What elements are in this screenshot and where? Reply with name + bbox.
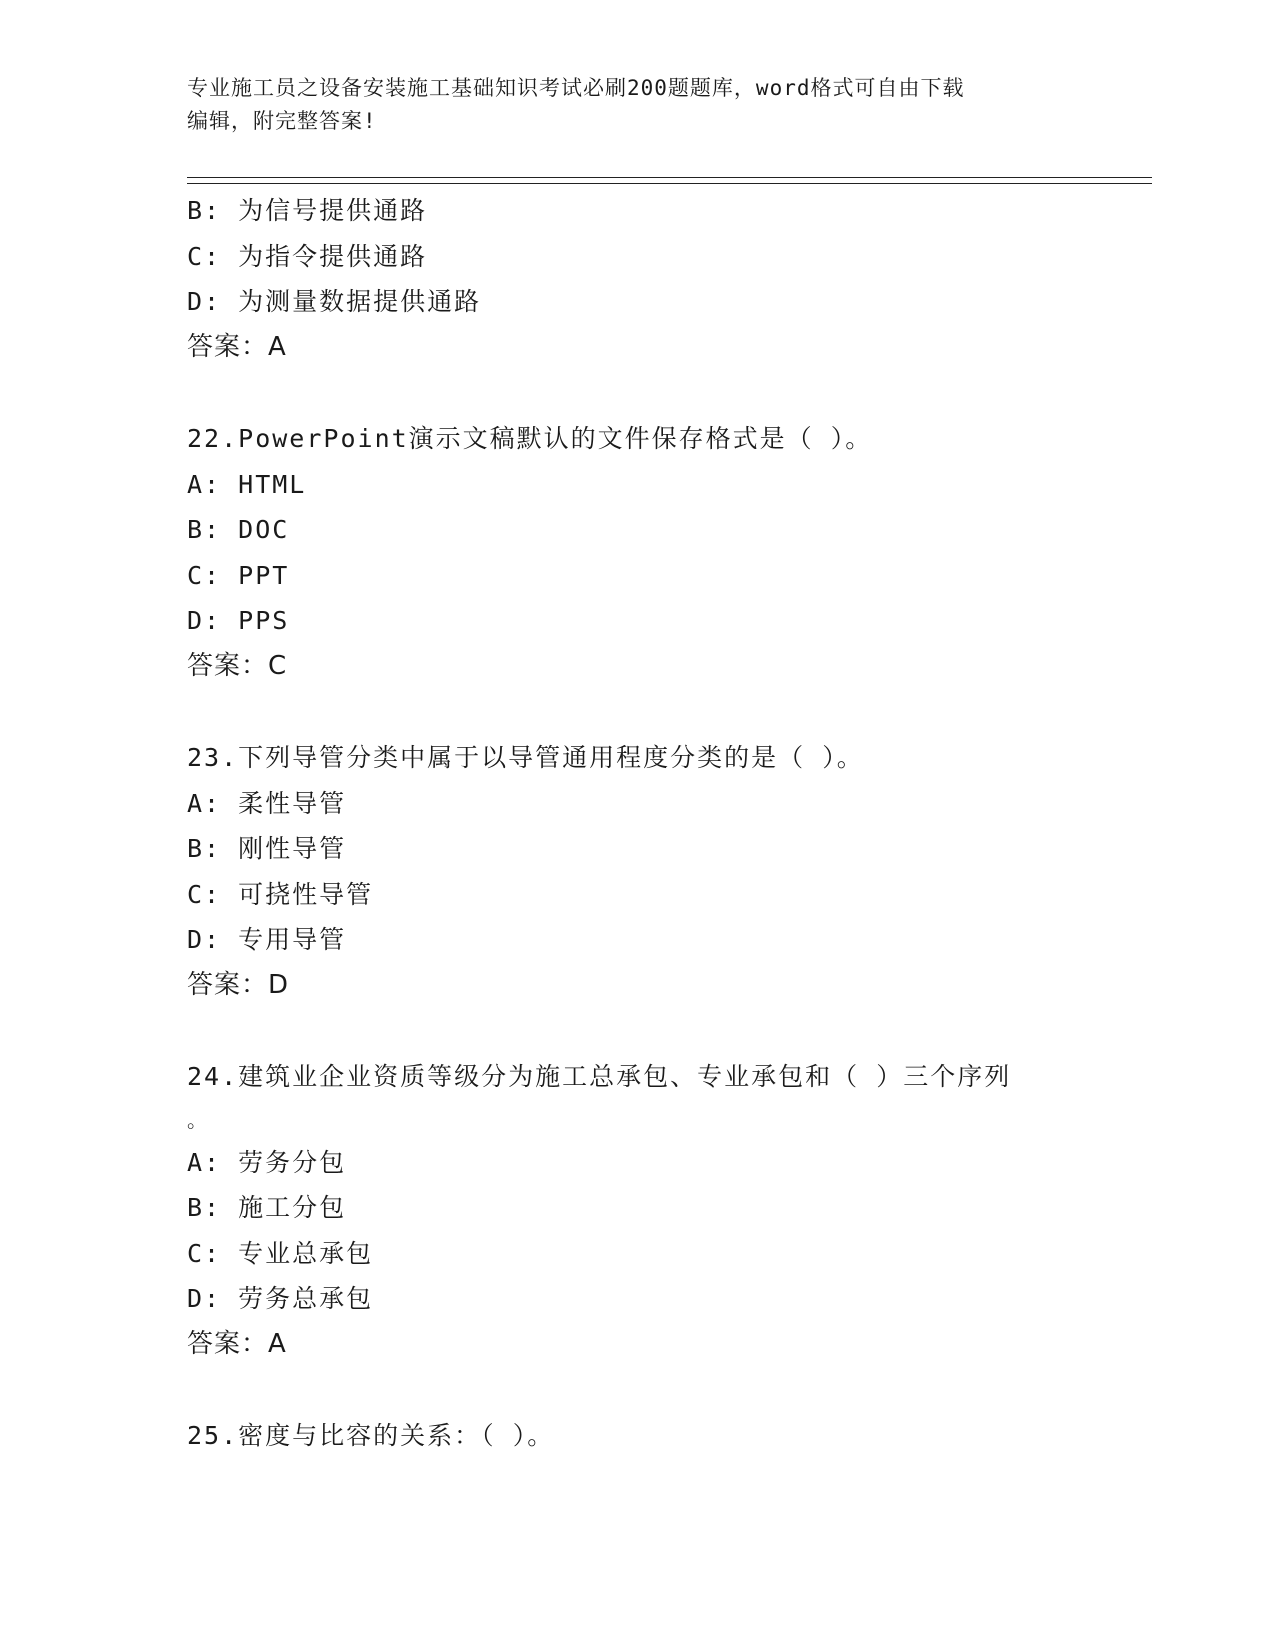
option-d: D: 劳务总承包 xyxy=(187,1284,374,1313)
option-b: B: DOC xyxy=(187,515,290,544)
option-d: D: PPS xyxy=(187,606,290,635)
option-d: D: 专用导管 xyxy=(187,925,347,954)
option-b: B: 刚性导管 xyxy=(187,834,347,863)
option-d: D: 为测量数据提供通路 xyxy=(187,287,482,316)
question-text-tail: 。 xyxy=(187,1107,209,1132)
header-title-line-2: 编辑，附完整答案! xyxy=(187,109,377,133)
option-b: B: 施工分包 xyxy=(187,1193,347,1222)
question-text: 24.建筑业企业资质等级分为施工总承包、专业承包和（ ）三个序列 xyxy=(187,1062,1012,1091)
question-24 xyxy=(187,1054,1087,1367)
header-divider-top xyxy=(187,177,1152,178)
answer: 答案：D xyxy=(187,969,290,1000)
question-text: 25.密度与比容的关系：（ ）。 xyxy=(187,1421,555,1450)
answer: 答案：A xyxy=(187,1328,287,1359)
option-b: B: 为信号提供通路 xyxy=(187,196,428,225)
header-title-line-1: 专业施工员之设备安装施工基础知识考试必刷200题题库，word格式可自由下载 xyxy=(187,76,965,100)
option-c: C: 专业总承包 xyxy=(187,1238,374,1268)
question-23 xyxy=(187,735,1087,1008)
header-divider-bottom xyxy=(187,183,1152,184)
option-c: C: 为指令提供通路 xyxy=(187,241,428,271)
question-25 xyxy=(187,1413,1087,1459)
question-list xyxy=(187,188,1087,1459)
question-21-continued xyxy=(187,188,1087,370)
answer: 答案：C xyxy=(187,650,288,681)
option-c: C: PPT xyxy=(187,560,290,590)
question-text: 23.下列导管分类中属于以导管通用程度分类的是（ ）。 xyxy=(187,743,864,772)
option-a: A: 劳务分包 xyxy=(187,1147,347,1177)
option-c: C: 可挠性导管 xyxy=(187,879,374,909)
option-a: A: 柔性导管 xyxy=(187,788,347,818)
answer: 答案：A xyxy=(187,331,287,362)
document-header xyxy=(187,72,1067,138)
option-a: A: HTML xyxy=(187,469,307,499)
question-text: 22.PowerPoint演示文稿默认的文件保存格式是（ ）。 xyxy=(187,424,873,453)
question-22 xyxy=(187,416,1087,689)
